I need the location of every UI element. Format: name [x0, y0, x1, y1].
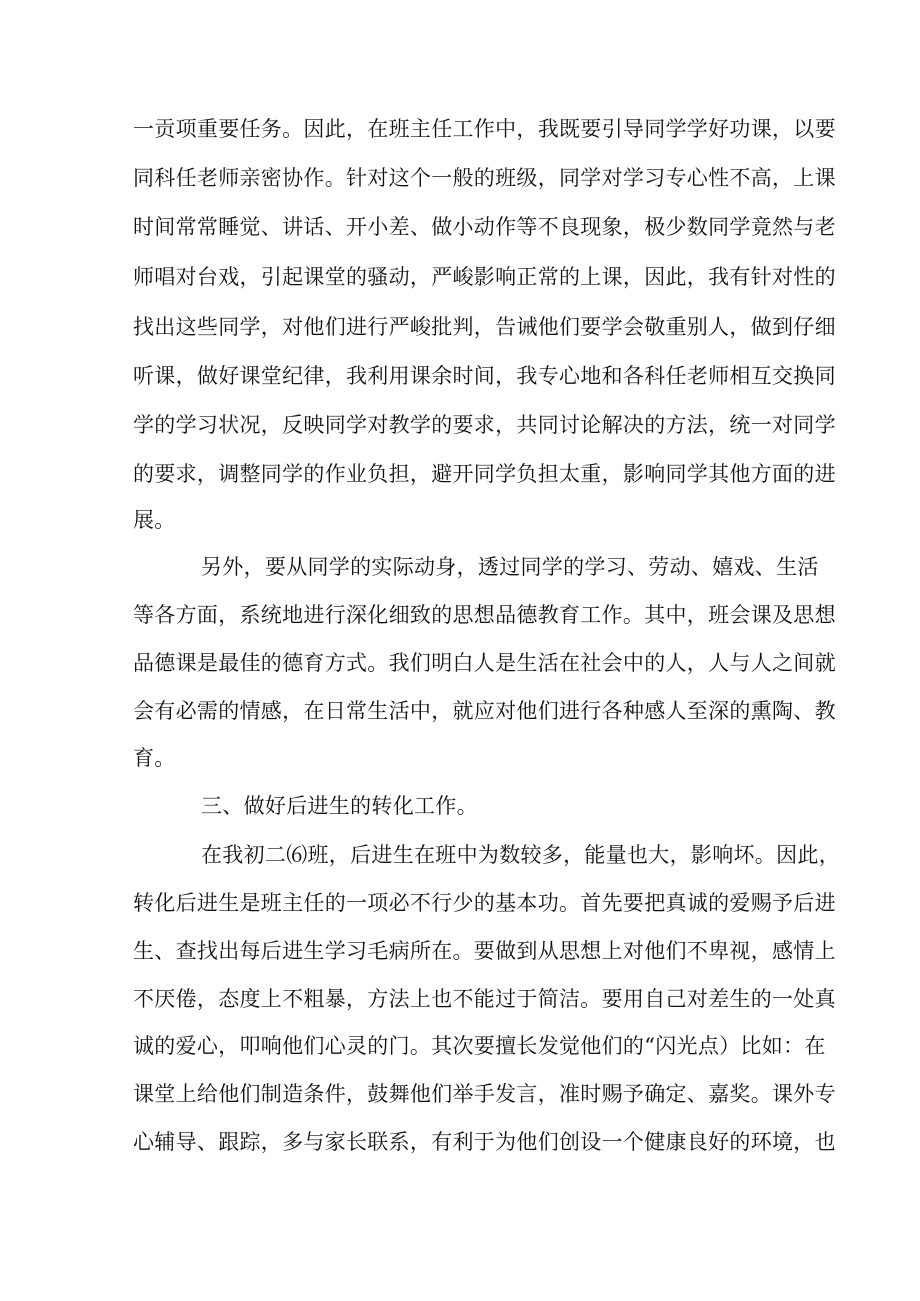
text-line: 育。 [133, 746, 176, 770]
text-line: 同科任老师亲密协作。针对这个一般的班级，同学对学习专心性不高，上课 [133, 166, 836, 190]
paragraph-first-line: 另外，要从同学的实际动身，透过同学的学习、劳动、嬉戏、生活 [201, 555, 819, 579]
text-line: 课堂上给他们制造条件，鼓舞他们举手发言，准时赐予确定、嘉奖。课外专 [133, 1082, 836, 1106]
text-line: 时间常常睡觉、讲话、开小差、做小动作等不良现象，极少数同学竟然与老 [133, 215, 836, 239]
text-line: 师唱对台戏，引起课堂的骚动，严峻影响正常的上课，因此，我有针对性的 [133, 265, 836, 289]
text-line: 等各方面，系统地进行深化细致的思想品德教育工作。其中，班会课及思想 [133, 603, 836, 627]
text-line: 听课，做好课堂纪律，我利用课余时间，我专心地和各科任老师相互交换同 [133, 364, 836, 388]
text-line: 转化后进生是班主任的一项必不行少的基本功。首先要把真诚的爱赐予后进 [133, 891, 836, 915]
text-line: 展。 [133, 508, 176, 532]
text-line: 不厌倦，态度上不粗暴，方法上也不能过于简洁。要用自己对差生的一处真 [133, 987, 836, 1011]
text-line: 学的学习状况，反映同学对教学的要求，共同讨论解决的方法，统一对同学 [133, 413, 836, 437]
paragraph-first-line: 在我初二⑹班，后进生在班中为数较多，能量也大，影响坏。因此， [201, 843, 840, 867]
section-heading: 三、做好后进生的转化工作。 [201, 794, 478, 818]
text-line: 找出这些同学，对他们进行严峻批判，告诫他们要学会敬重别人，做到仔细 [133, 315, 836, 339]
text-line: 诚的爱心，叩响他们心灵的门。其次要擅长发觉他们的“闪光点）比如：在 [133, 1034, 826, 1058]
text-line: 生、查找出每后进生学习毛病所在。要做到从思想上对他们不卑视，感情上 [133, 939, 836, 963]
text-line: 一贡项重要任务。因此，在班主任工作中，我既要引导同学学好功课，以要 [133, 117, 836, 141]
text-line: 品德课是最佳的德育方式。我们明白人是生活在社会中的人，人与人之间就 [133, 651, 836, 675]
text-line: 会有必需的情感，在日常生活中，就应对他们进行各种感人至深的熏陶、教 [133, 699, 836, 723]
text-line: 心辅导、跟踪，多与家长联系，有利于为他们创设一个健康良好的环境，也 [133, 1130, 836, 1154]
text-line: 的要求，调整同学的作业负担，避开同学负担太重，影响同学其他方面的进 [133, 462, 836, 486]
